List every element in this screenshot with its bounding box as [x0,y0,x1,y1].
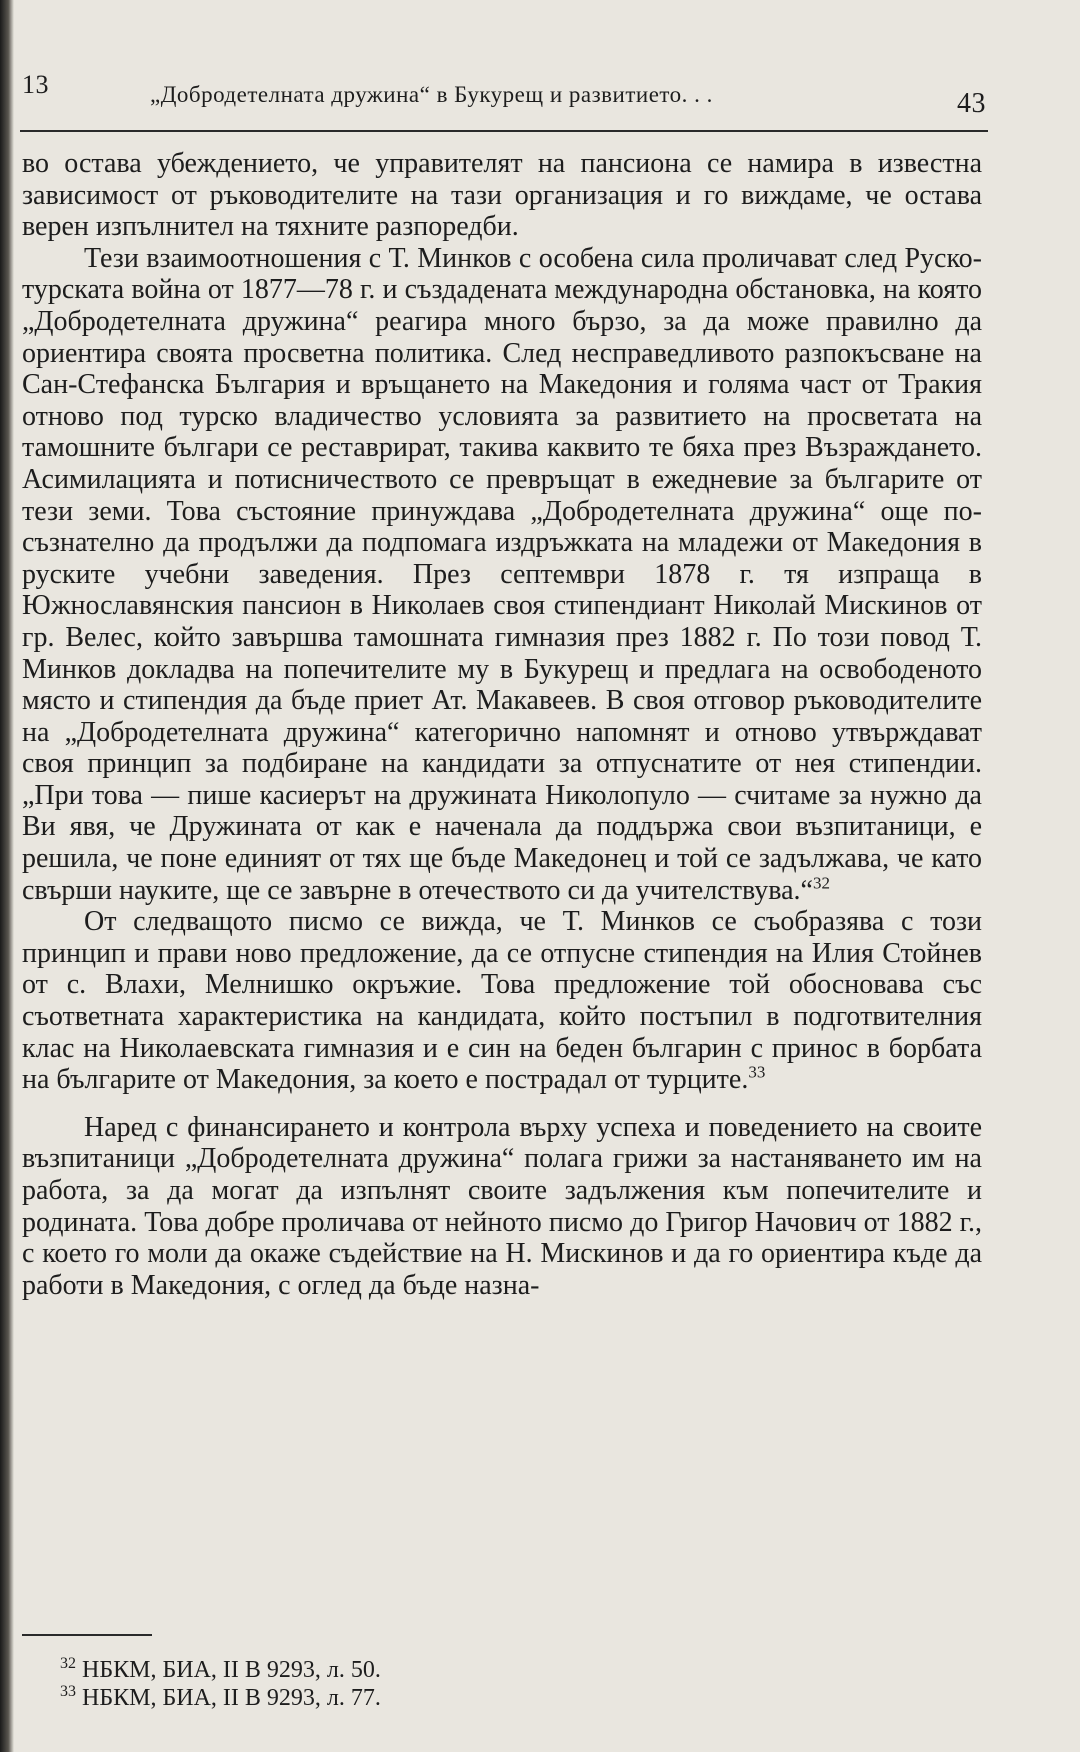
footnote-rule [22,1634,152,1636]
footnote-number: 33 [60,1683,76,1700]
header-rule [20,130,988,132]
paragraph-1-text: во остава убеждението, че управителят на пансиона се намира в известна зависимост от ръководителите на тази организация и го виждаме, че остава верен изпълнител на тяхните разпоредби. [22,148,982,243]
running-title: „Добродетелната дружина“ в Букурещ и развитието. . . [150,82,713,107]
footnote-ref-32: 32 [812,873,830,893]
footnote-text: НБКМ, БИА, II В 9293, л. 77. [82,1685,381,1711]
body-text [22,148,982,1301]
footnote-ref-33: 33 [748,1062,766,1082]
paragraph-1 [22,148,982,243]
footnote-text: НБКМ, БИА, II В 9293, л. 50. [82,1657,381,1683]
paragraph-2 [22,243,982,906]
paragraph-4-text: Наред с финансирането и контрола върху успеха и поведението на своите възпитаници „Добродетелната дружина“ полага грижи за настаняването им на работа, за да могат да изпълнят своите задължения към попечителите и родината. Това добре проличава от нейното писмо до Григор Начович от 1882 г., с което го моли да окаже съдействие на Н. Мискинов и да го ориентира къде да работи в Македония, с оглед да бъде назна- [22,1111,982,1301]
footnote-32 [60,1656,381,1684]
footnote-number: 32 [60,1655,76,1672]
paragraph-3 [22,906,982,1096]
page-header [20,66,988,119]
footnote-33 [60,1684,381,1712]
header-left-number: 13 [22,70,49,99]
paragraph-2-text: Тези взаимоотношения с Т. Минков с особена сила проличават след Руско-турската война от 1877—78 г. и създадената международна обстановка, на която „Добродетелната дружина“ реагира много бързо, за да може правилно да ориентира своята просветна политика. След несправедливото разпокъсване на Сан-Стефанска България и връщането на Македония и голяма част от Тракия отново под турско владичество условията за развитието на просветата на тамошните българи се реставрират, такива каквито те бяха през Възраждането. Асимилацията и потисничеството се превръщат в ежедневие за българите от тези земи. Това състояние принуждава „Добродетелната дружина“ още по-съзнателно да продължи да подпомага издръжката на младежи от Македония в руските учебни заведения. През септември 1878 г. тя изпраща в Южнославянския пансион в Николаев своя стипендиант Николай Мискинов от гр. Велес, който завършва тамошната гимназия през 1882 г. По този повод Т. Минков докладва на попечителите му в Букурещ и предлага на освободеното място и стипендия да бъде приет Ат. Макавеев. В своя отговор ръководителите на „Добродетелната дружина“ категорично напомнят и отново утвърждават своя принцип за подбиране на кандидати за отпуснатите от нея стипендии. „При това — пише касиерът на дружината Николопуло — считаме за нужно да Ви явя, че Дружината от как е наченала да поддържа свои възпитаници, е решила, че поне единият от тях ще бъде Македонец и той се задължава, че като свърши науките, ще се завърне в отечеството си да учителствува.“ [22,242,982,906]
paragraph-3-text: От следващото писмо се вижда, че Т. Минков се съобразява с този принцип и прави ново предложение, да се отпусне стипендия на Илия Стойнев от с. Влахи, Мелнишко окръжие. Това предложение той обосновава със съответната характеристика на кандидата, който постъпил в подготвителния клас на Николаевската гимназия и е син на беден българин с принос в борбата на българите от Македония, за което е пострадал от турците. [22,906,982,1096]
page-number: 43 [957,88,986,119]
paragraph-4 [22,1112,982,1302]
